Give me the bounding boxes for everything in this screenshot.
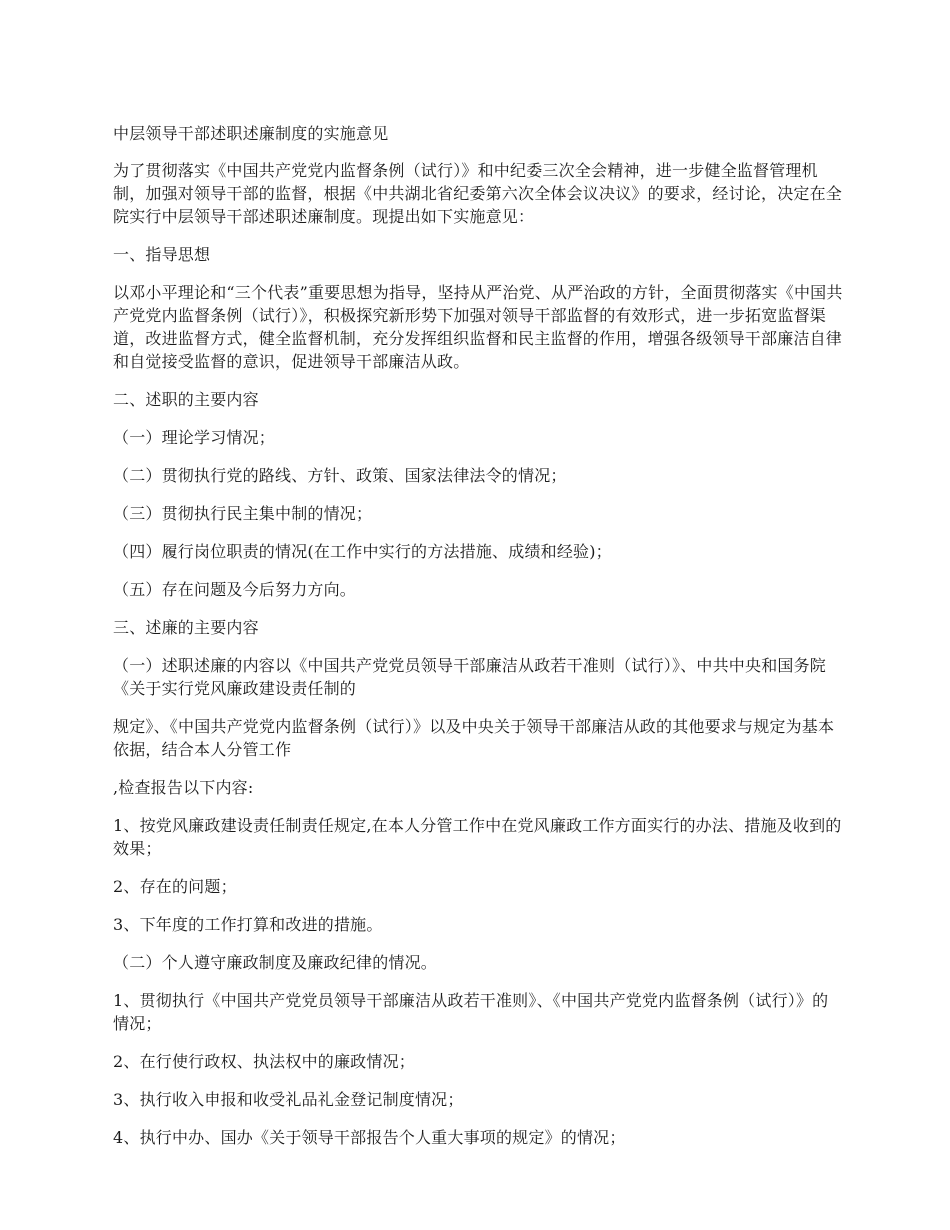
- list-item: （一）理论学习情况；: [113, 428, 276, 447]
- paragraph-intro: 为了贯彻落实《中国共产党党内监督条例（试行）》和中纪委三次全会精神，进一步健全监督管理机制，加强对领导干部的监督，根据《中共湖北省纪委第六次全体会议决议》的要求，经讨论，决定在全院实行中层领导干部述职述廉制度。现提出如下实施意见：: [113, 161, 843, 226]
- document-title: 中层领导干部述职述廉制度的实施意见: [113, 124, 389, 143]
- list-item: 3、执行收入申报和收受礼品礼金登记制度情况；: [113, 1090, 464, 1109]
- paragraph-integrity-basis-part1: （一）述职述廉的内容以《中国共产党党员领导干部廉洁从政若干准则（试行）》、中共中央和国务院《关于实行党风廉政建设责任制的: [113, 656, 827, 698]
- section-heading-guiding-ideology: 一、指导思想: [113, 245, 211, 264]
- subsection-heading-personal-compliance: （二）个人遵守廉政制度及廉政纪律的情况。: [113, 953, 438, 972]
- list-item: （四）履行岗位职责的情况(在工作中实行的方法措施、成绩和经验)；: [113, 542, 612, 561]
- list-item: （二）贯彻执行党的路线、方针、政策、国家法律法令的情况；: [113, 466, 567, 485]
- section-heading-integrity-content: 三、述廉的主要内容: [113, 618, 259, 637]
- paragraph-integrity-basis-part3: ,检查报告以下内容:: [113, 778, 254, 797]
- list-item: 2、在行使行政权、执法权中的廉政情况；: [113, 1052, 415, 1071]
- document-page: [113, 122, 843, 1164]
- list-item: 2、存在的问题；: [113, 877, 237, 896]
- list-item: 1、贯彻执行《中国共产党党员领导干部廉洁从政若干准则》、《中国共产党党内监督条例（试行）》的情况；: [113, 991, 829, 1033]
- list-item: 1、按党风廉政建设责任制责任规定,在本人分管工作中在党风廉政工作方面实行的办法、措施及收到的效果；: [113, 816, 842, 858]
- list-item: 3、下年度的工作打算和改进的措施。: [113, 915, 383, 934]
- list-item: （三）贯彻执行民主集中制的情况；: [113, 504, 373, 523]
- paragraph-integrity-basis-part2: 规定》、《中国共产党党内监督条例（试行）》以及中央关于领导干部廉洁从政的其他要求与规定为基本依据，结合本人分管工作: [113, 717, 835, 759]
- list-item: 4、执行中办、国办《关于领导干部报告个人重大事项的规定》的情况；: [113, 1128, 626, 1147]
- list-item: （五）存在问题及今后努力方向。: [113, 580, 357, 599]
- section-heading-report-content: 二、述职的主要内容: [113, 390, 259, 409]
- paragraph-guiding-ideology: 以邓小平理论和“三个代表”重要思想为指导，坚持从严治党、从严治政的方针，全面贯彻落实《中国共产党党内监督条例（试行）》，积极探究新形势下加强对领导干部监督的有效形式，进一步拓宽监督渠道，改进监督方式，健全监督机制，充分发挥组织监督和民主监督的作用，增强各级领导干部廉洁自律和自觉接受监督的意识，促进领导干部廉洁从政。: [113, 283, 843, 371]
